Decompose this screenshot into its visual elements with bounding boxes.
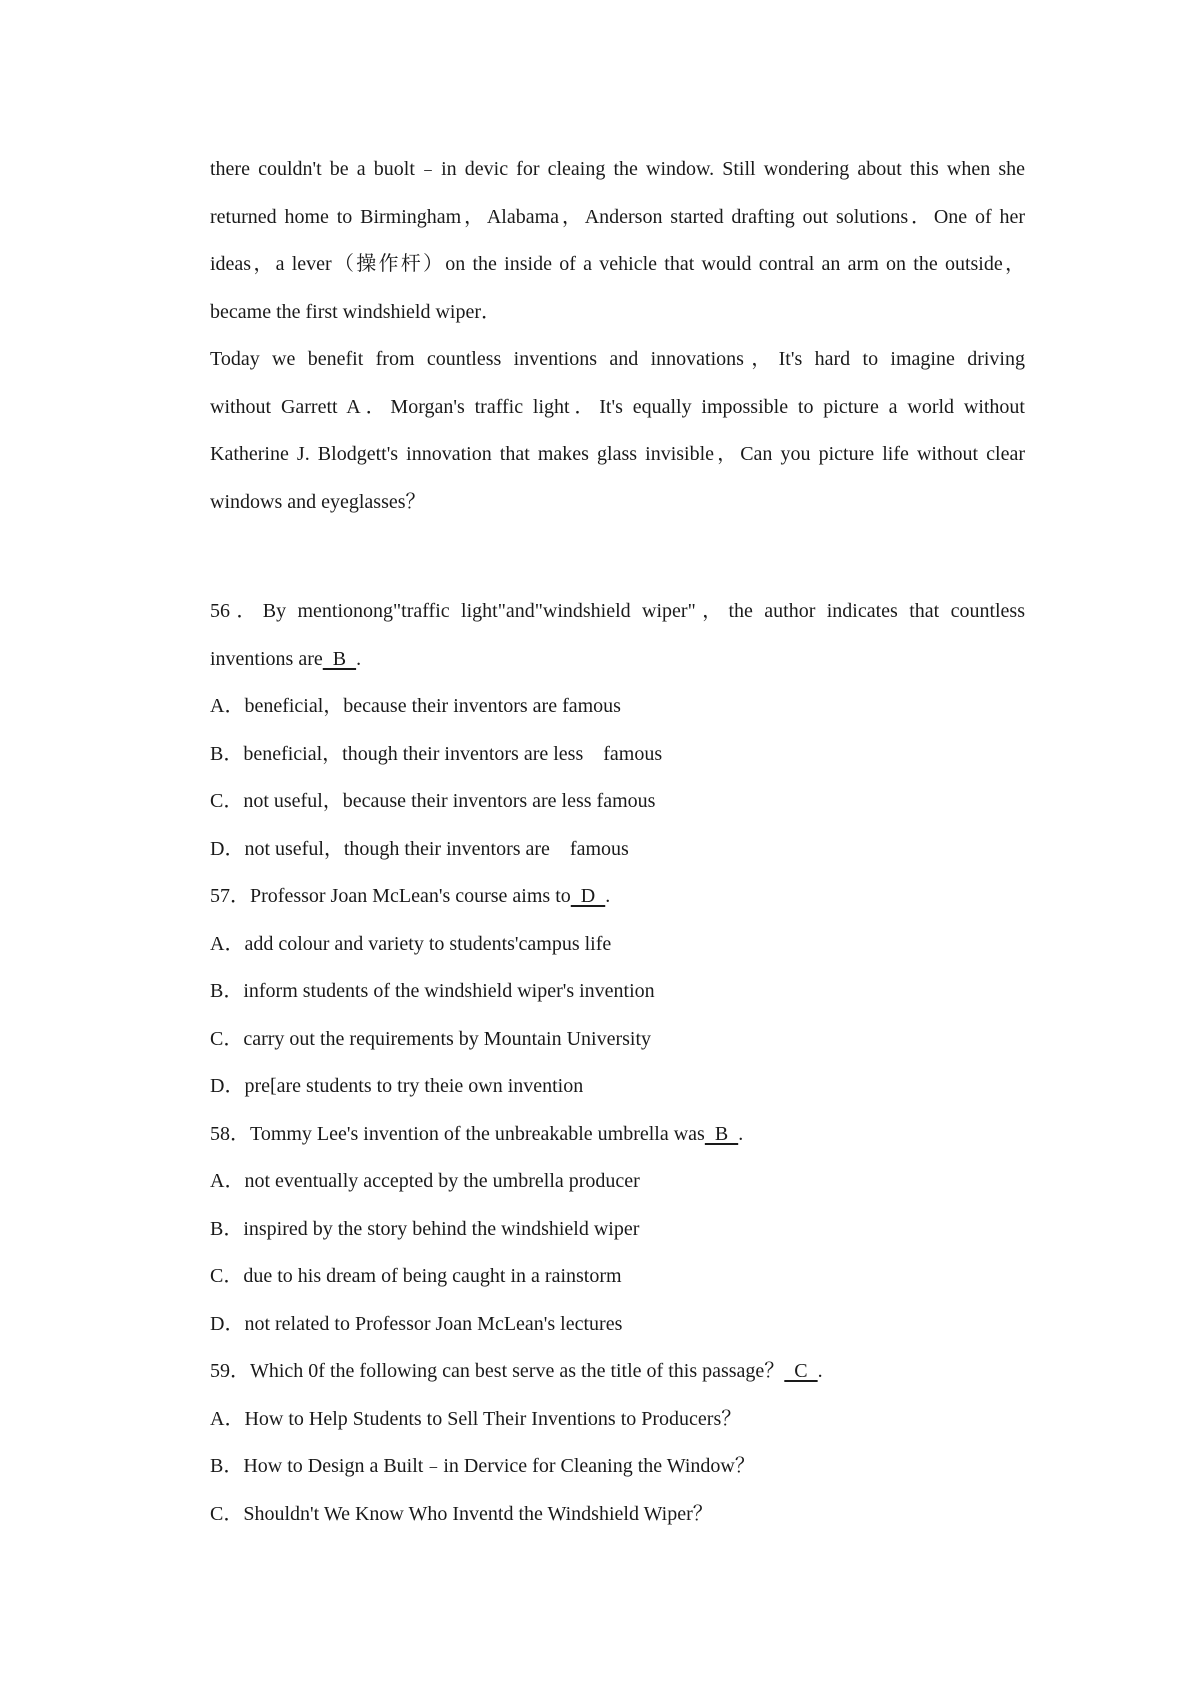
document-page [210,146,1025,1538]
stem-text: 58．Tommy Lee's invention of the unbreakable umbrella was [210,1122,705,1145]
stem-text: 57．Professor Joan McLean's course aims to [210,885,571,907]
option-b: B．How to Design a Built﹣in Dervice for Cleaning the Window？ [210,1455,755,1477]
section-spacer [210,526,1025,588]
stem-end: . [817,1360,823,1382]
stem-end: . [605,885,611,907]
question-stem [210,1348,1025,1396]
passage-line: without Garrett A．Morgan's traffic light．It's equally impossible to picture a world without [210,395,1025,418]
option-c: C．carry out the requirements by Mountain University [210,1027,652,1050]
option-a: A．add colour and variety to students'campus life [210,932,612,955]
question-stem [210,1111,1025,1159]
option-d: D．not related to Professor Joan McLean's lectures [210,1312,623,1335]
stem-text: inventions are [210,647,323,670]
passage-line: became the first windshield wiper． [210,300,502,323]
option-a: A．not eventually accepted by the umbrella producer [210,1170,640,1192]
option-c: C．not useful，because their inventors are less famous [210,790,656,812]
question-58 [210,1111,1025,1349]
question-59 [210,1348,1025,1538]
answer-blank: B [322,647,357,670]
question-57 [210,873,1025,1111]
question-stem: 56．By mentionong"traffic light"and"windshield wiper"，the author indicates that countless [210,600,1025,622]
passage-line: returned home to Birmingham，Alabama，Anderson started drafting out solutions．One of her [210,205,1025,228]
question-stem [210,873,1025,921]
question-56 [210,588,1025,873]
answer-blank: B [704,1122,739,1145]
option-b: B．inspired by the story behind the windshield wiper [210,1217,640,1240]
option-d: D．pre[are students to try theie own invention [210,1075,584,1097]
passage [210,146,1025,526]
option-b: B．inform students of the windshield wiper's invention [210,980,655,1002]
passage-line: Katherine J. Blodgett's innovation that makes glass invisible，Can you picture life without clear [210,443,1025,465]
option-d: D．not useful，though their inventors are famous [210,837,629,860]
option-a: A．beneficial，because their inventors are famous [210,695,621,717]
answer-blank: D [570,885,606,907]
stem-end: . [738,1122,744,1145]
stem-text: 59．Which 0f the following can best serve as the title of this passage？ [210,1360,785,1382]
question-stem-continued [210,636,1025,684]
option-c: C．due to his dream of being caught in a rainstorm [210,1265,622,1287]
passage-line: ideas，a lever（操作杆）on the inside of a vehicle that would contral an arm on the outside， [210,253,1025,275]
passage-line: there couldn't be a buolt﹣in devic for cleaing the window. Still wondering about this when she [210,158,1025,180]
answer-blank: C [784,1360,818,1382]
option-b: B．beneficial，though their inventors are less famous [210,742,663,765]
passage-line: Today we benefit from countless inventions and innovations，It's hard to imagine driving [210,348,1025,370]
option-a: A．How to Help Students to Sell Their Inventions to Producers？ [210,1407,742,1430]
passage-line: windows and eyeglasses？ [210,490,426,513]
stem-end: . [356,647,362,670]
option-c: C．Shouldn't We Know Who Inventd the Windshield Wiper？ [210,1502,713,1525]
